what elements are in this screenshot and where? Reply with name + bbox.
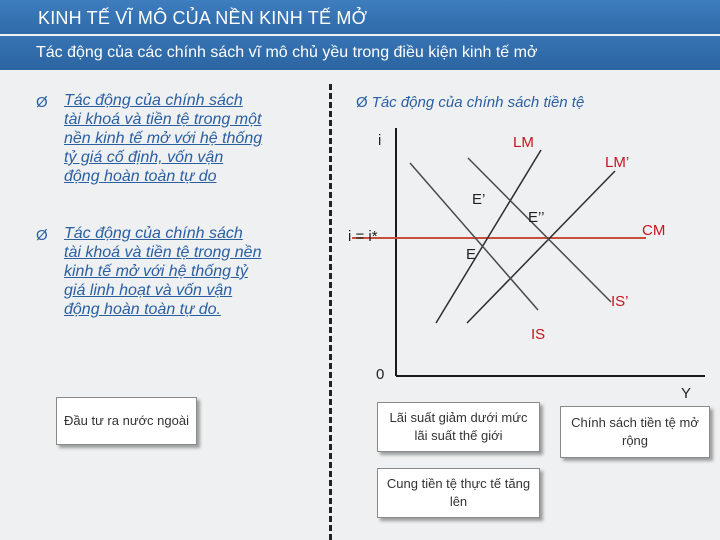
is-curve (410, 163, 538, 310)
slide-title: KINH TẾ VĨ MÔ CỦA NỀN KINH TẾ MỞ (38, 8, 368, 28)
point-e-double-prime-label: E’’ (528, 209, 545, 226)
bullet-2-line: Tác động của chính sách (64, 225, 243, 242)
bullet-arrow-icon: Ø (36, 227, 48, 244)
bullet-2-line: tài khoá và tiền tệ trong nền (64, 244, 262, 261)
heading-text: Tác động của chính sách tiền tệ (371, 94, 585, 111)
bullet-1-line: động hoàn toàn tự do (64, 168, 217, 185)
rate-label: i = i* (348, 228, 378, 245)
bullet-2-line: giá linh hoạt và vốn vận (64, 282, 233, 299)
point-e-prime-label: E’ (472, 191, 486, 208)
lm-label: LM (513, 134, 534, 151)
slide-subtitle: Tác động của các chính sách vĩ mô chủ yều trong điều kiện kinh tế mở (36, 44, 538, 61)
bullet-1-line: tỷ giá cố định, vốn vận (64, 149, 224, 166)
money-supply-box: Cung tiền tệ thực tế tăng lên (377, 468, 540, 518)
rate-drop-box: Lãi suất giảm dưới mức lãi suất thế giới (377, 402, 540, 452)
bullet-1-line: tài khoá và tiền tệ trong một (64, 111, 262, 128)
point-e-label: E (466, 246, 477, 263)
bullet-1-line: nền kinh tế mở với hệ thống (64, 130, 263, 147)
lm-curve (436, 150, 541, 323)
is-label: IS (531, 326, 546, 343)
heading-arrow-icon: Ø (356, 94, 368, 111)
expansionary-policy-box: Chính sách tiền tệ mở rộng (560, 406, 710, 458)
bullet-2-line: kinh tế mở với hệ thống tỷ (64, 263, 248, 280)
bullet-1-line: Tác động của chính sách (64, 92, 243, 109)
is-prime-curve (468, 158, 611, 302)
x-axis-label: Y (681, 385, 692, 402)
is-prime-label: IS’ (611, 293, 629, 310)
cm-label: CM (642, 222, 666, 239)
bullet-arrow-icon: Ø (36, 94, 48, 111)
lm-prime-curve (467, 171, 615, 323)
foreign-investment-box: Đầu tư ra nước ngoài (56, 397, 197, 445)
lm-prime-label: LM’ (605, 154, 630, 171)
y-axis-label: i (378, 132, 382, 149)
origin-label: 0 (376, 366, 385, 383)
bullet-2-line: động hoàn toàn tự do. (64, 301, 221, 318)
